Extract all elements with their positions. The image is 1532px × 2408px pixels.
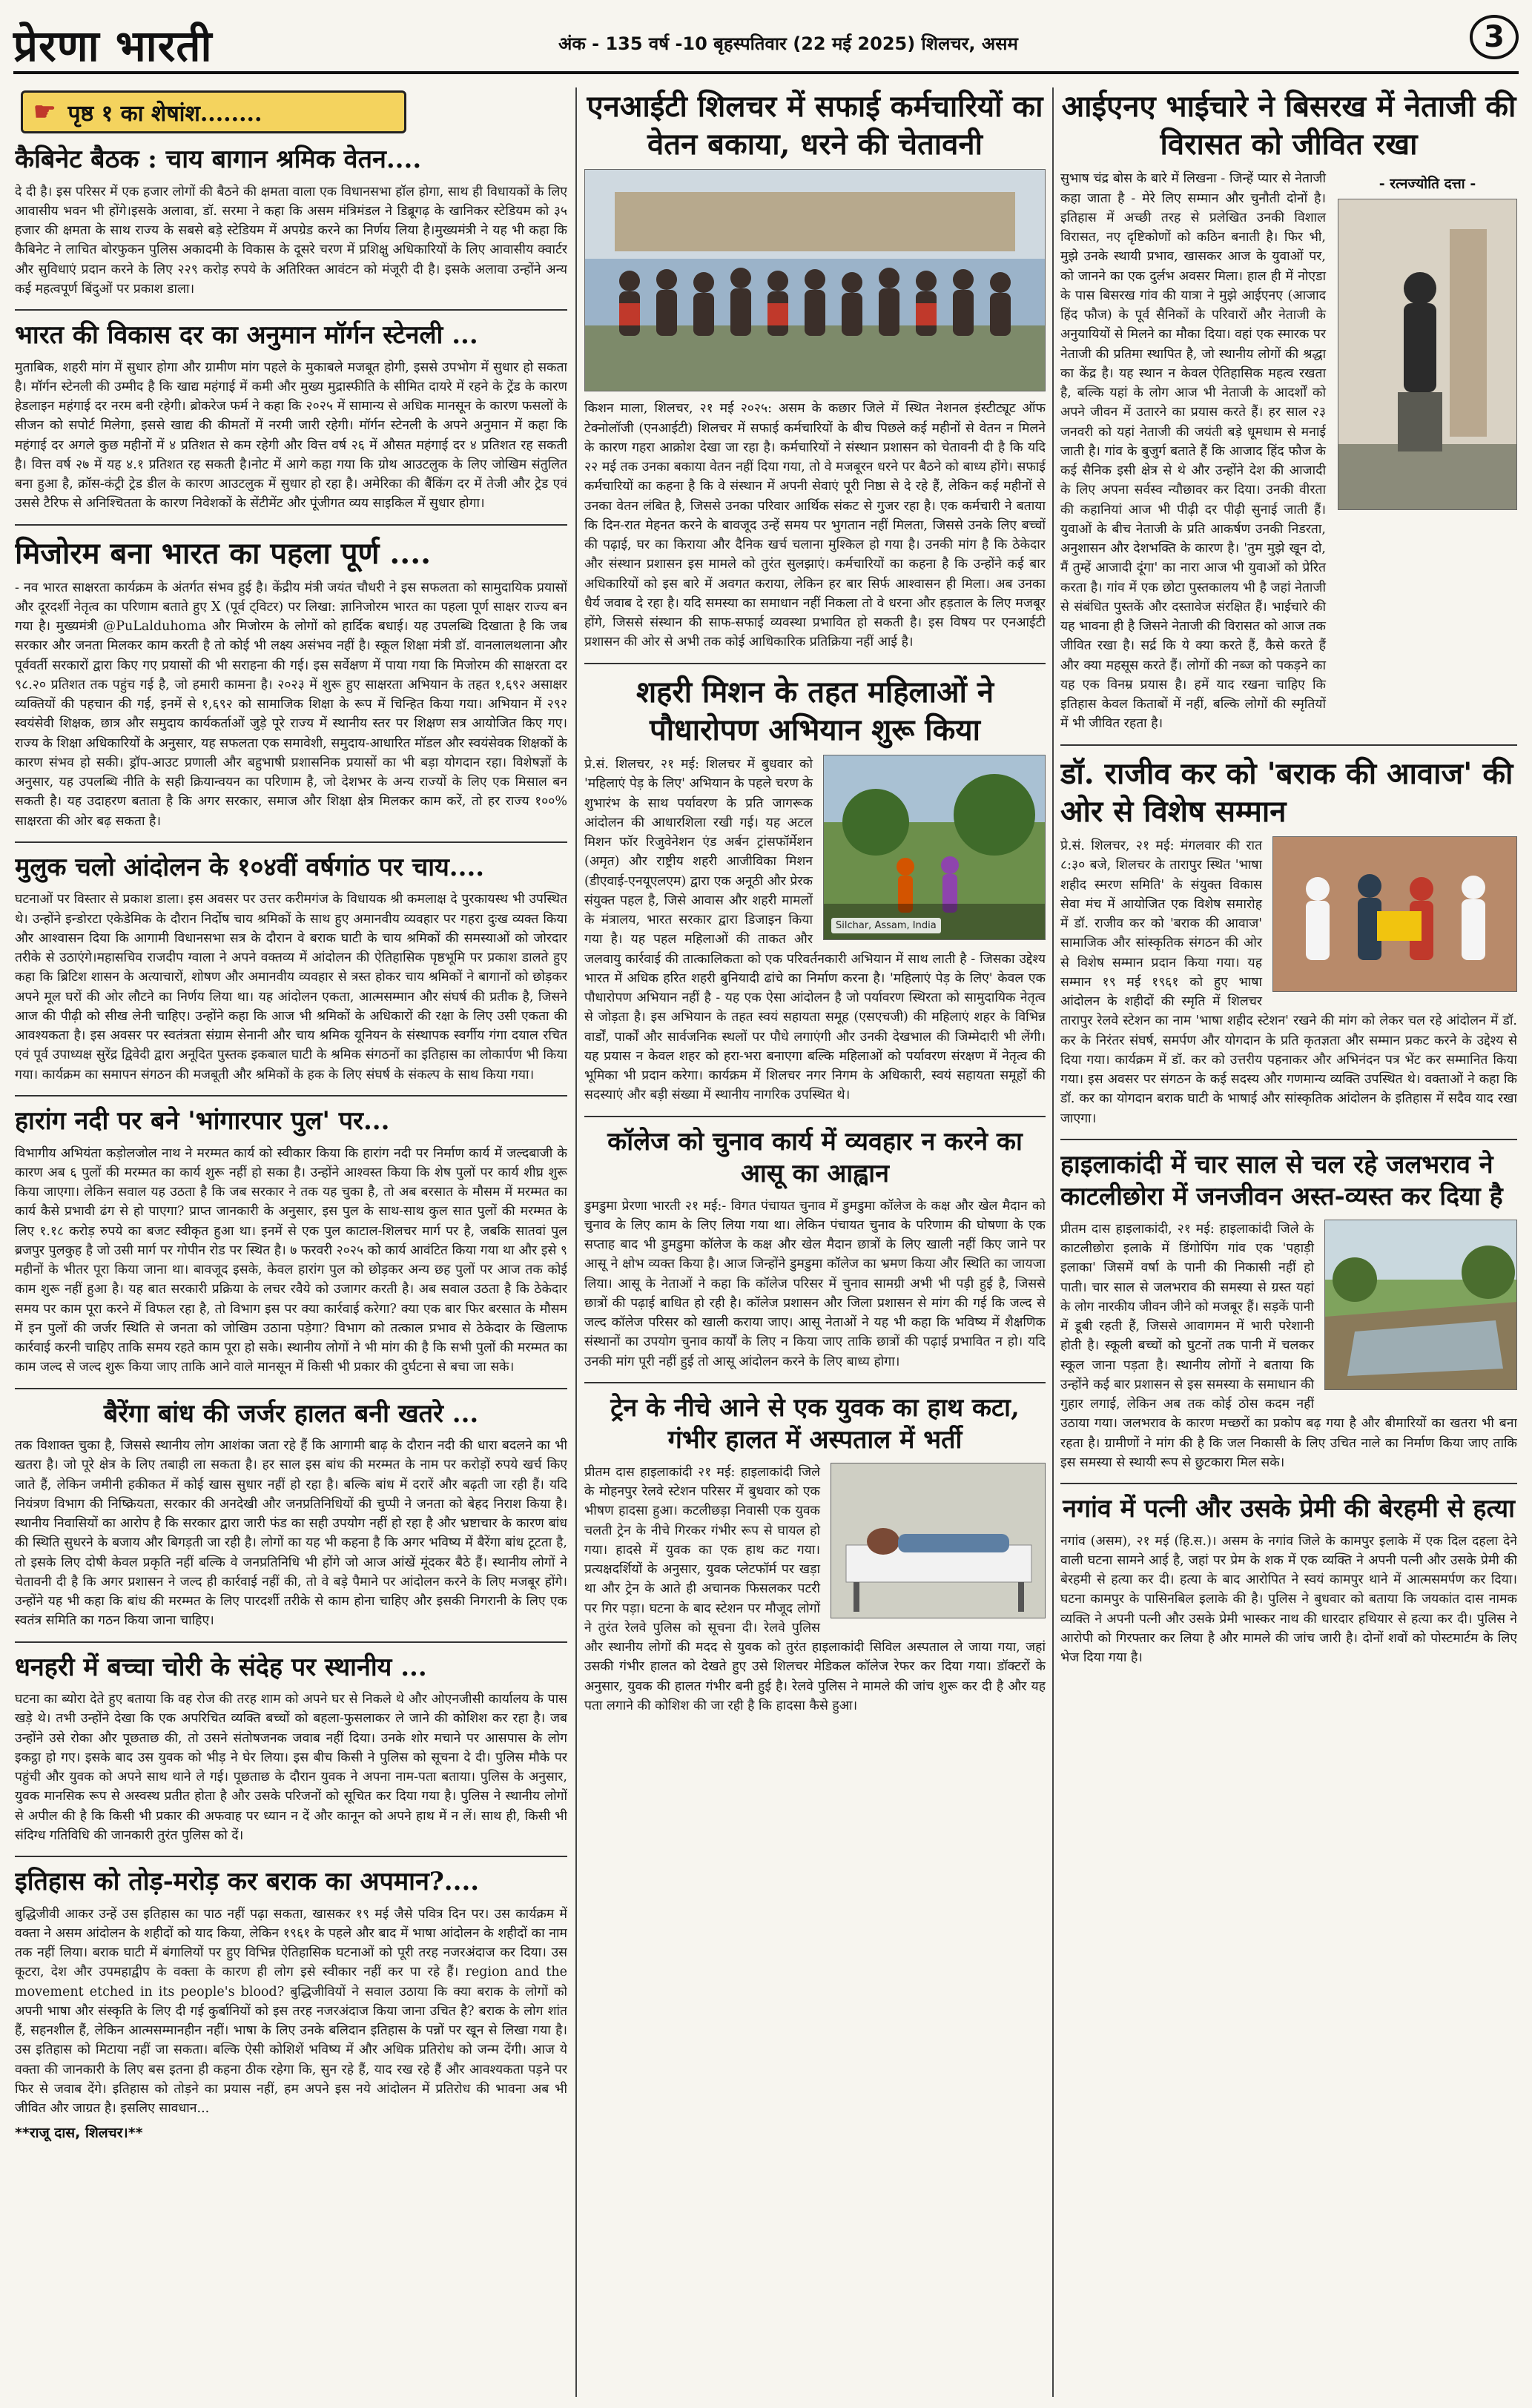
- article-body: दे दी है। इस परिसर में एक हजार लोगों की बैठने की क्षमता वाला एक विधानसभा हॉल होगा, साथ ही विधायकों के लिए आवासीय भवन भी होंगे।इसके अलावा, डॉ. सरमा ने कहा कि असम मंत्रिमंडल ने डिब्रूगढ़ के खानिकर स्टेडियम को ३५ हजार की क्षमता के साथ राज्य के सबसे बड़े स्टेडियम में अपग्रेड करने का निर्णय लिया है।मुख्यमंत्री ने यह भी कहा कि कैबिनेट ने लाचित बोरफुकन पुलिस अकादमी के विकास के दूसरे चरण में प्रशिक्षु अधिकारियों के लिए आवासीय क्वार्टर और सुविधाएं प्रदान करने के लिए २२९ करोड़ रुपये के अतिरिक्त आवंटन को मंजूरी दी है। इसके अलावा उन्होंने अन्य कई महत्वपूर्ण बिंदुओं पर प्रकाश डाला।: [15, 184, 567, 297]
- article-dhanhari: [15, 1652, 567, 1846]
- article-ina-netaji: [1060, 87, 1517, 734]
- article-morgan-stanley: [15, 320, 567, 514]
- headline: कॉलेज को चुनाव कार्य में व्यवहार न करने का आसू का आह्वान: [607, 1126, 1023, 1189]
- plantation-image: [824, 755, 1046, 940]
- headline: इतिहास को तोड़-मरोड़ कर बराक का अपमान?....: [15, 1867, 480, 1897]
- article-harang-bridge: [15, 1105, 567, 1377]
- divider: [15, 1095, 567, 1096]
- article-body: विभागीय अभियंता कड़ोलजोल नाथ ने मरम्मत कार्य को स्वीकार किया कि हारांग नदी पर निर्माण कार्य में जल्दबाजी के कारण अब ६ पुलों की मरम्मत का कार्य शुरू नहीं हो सका है। उन्होंने आश्वस्त किया कि शेष पुलों पर कार्य शीघ्र शुरू किया जाएगा। लेकिन सवाल यह उठता है कि जब सरकार ने तक यह चुका है, तो अब बरसात के मौसम में मरम्मत का कार्य कैसे प्रभावी ढंग से हो पाएगा? प्राप्त जानकारी के अनुसार, इस पुल के साथ-साथ कुल सात पुलों की मरम्मत के लिए १.१८ करोड़ रुपये का बजट स्वीकृत हुआ था। इनमें से एक पुल काटाल-शिलचर मार्ग पर है, जबकि सातवां पुल ब्रजपुर पुलकुह है जो उसी मार्ग पर गोपीन रोड पर स्थित है। ७ फरवरी २०२५ को कार्य आवंटित किया गया था और इसे ९ महीनों के भीतर पूरा किया जाना था। बावजूद इसके, केवल हारांग पुल को छोड़कर अन्य छह पुलों पर आज तक कोई काम शुरू नहीं हुआ है। यह बात सरकारी प्रक्रिया के लचर रवैये को उजागर करती है। अब सवाल उठता है कि ठेकेदार समय पर काम पूरा करने में विफल रहा है, तो विभाग इस पर क्या कार्रवाई करेगा? क्या एक बार फिर बरसात के मौसम में इन पुलों की जर्जर स्थिति से जनता को जोखिम उठाना पड़ेगा? विभाग को तत्काल प्रभाव से ठेकेदार के खिलाफ कार्रवाई करनी चाहिए ताकि समय रहते काम पूरा हो सके। स्थानीय लोगों ने भी मांग की है कि सभी पुलों की मरम्मत का काम जल्द से जल्द शुरू किया जाए ताकि आने वाले मानसून में किसी भी प्रकार की दुर्घटना से बचा जा सके।: [15, 1145, 567, 1375]
- headline: कैबिनेट बैठक : चाय बागान श्रमिक वेतन....: [15, 145, 422, 174]
- divider: [15, 1641, 567, 1643]
- headline: धनहरी में बच्चा चोरी के संदेह पर स्थानीय ...: [15, 1652, 427, 1682]
- pointing-hand-icon: ☛: [33, 97, 56, 127]
- divider: [15, 1388, 567, 1389]
- article-waterlogging: [1060, 1149, 1517, 1472]
- article-body: प्रे.सं. शिलचर, २१ मई: मंगलवार की रात ८:३० बजे, शिलचर के तारापुर स्थित 'भाषा शहीद स्मरण समिति' के संयुक्त विकास सेवा मंच में आयोजित एक विशेष समारोह में डॉ. राजीव कर को 'बराक की आवाज' सामाजिक और सांस्कृतिक संगठन की ओर से विशेष सम्मान प्रदान किया गया। यह सम्मान १९ मई १९६१ को हुए भाषा आंदोलन के शहीदों की स्मृति में शिलचर तारापुर रेलवे स्टेशन का नाम 'भाषा शहीद स्टेशन' रखने की मांग को लेकर चल रहे आंदोलन में डॉ. कर के निरंतर संघर्ष, समर्पण और योगदान के प्रति कृतज्ञता और सम्मान प्रकट करने के उद्देश्य से दिया गया। कार्यक्रम में डॉ. कर को उत्तरीय पहनाकर और अभिनंदन पत्र भेंट कर सम्मानित किया गया। इस अवसर पर संगठन के कई सदस्य और गणमान्य व्यक्ति उपस्थित थे। वक्ताओं ने कहा कि डॉ. कर का योगदान बराक घाटी के भाषाई और सांस्कृतिक आंदोलन के इतिहास में सदैव याद रखा जाएगा।: [1060, 838, 1517, 1126]
- hospital-photo: [831, 1463, 1046, 1618]
- divider: [15, 309, 567, 311]
- article-barenga-dam: [15, 1398, 567, 1631]
- byline: **राजू दास, शिलचर।**: [15, 2125, 143, 2142]
- headline: शहरी मिशन के तहत महिलाओं ने पौधारोपण अभियान शुरू किया: [635, 674, 994, 747]
- article-body: प्रीतम दास हाइलाकांदी २१ मई: हाइलाकांदी जिले के मोहनपुर रेलवे स्टेशन परिसर में बुधवार को एक भीषण हादसा हुआ। कटलीछड़ा निवासी एक युवक चलती ट्रेन के नीचे गिरकर गंभीर रूप से घायल हो गया। हादसे में युवक का एक हाथ कट गया। प्रत्यक्षदर्शियों के अनुसार, युवक प्लेटफॉर्म पर खड़ा था और ट्रेन के आते ही अचानक फिसलकर पटरी पर गिर पड़ा। घटना के बाद स्टेशन पर मौजूद लोगों ने तुरंत रेलवे पुलिस को सूचना दी। रेलवे पुलिस और स्थानीय लोगों की मदद से युवक को तुरंत हाइलाकांदी सिविल अस्पताल ले जाया गया, जहां उसकी गंभीर हालत को देखते हुए उसे शिलचर मेडिकल कॉलेज रेफर कर दिया गया। डॉक्टरों के अनुसार, युवक की हालत गंभीर बनी हुई है। रेलवे पुलिस ने मामले की जांच शुरू कर दी है और यह पता लगाने की कोशिश की जा रही है कि हादसा कैसे हुआ।: [584, 1464, 1046, 1713]
- article-body: घटना का ब्योरा देते हुए बताया कि वह रोज की तरह शाम को अपने घर से निकले थे और ओएनजीसी कार्यालय के पास खड़े थे। तभी उन्होंने देखा कि एक अपरिचित व्यक्ति बच्चों को बहला-फुसलाकर ले जाने की कोशिश कर रहा है। जब उन्होंने उसे रोका और पूछताछ की, तो उसने संतोषजनक जवाब नहीं दिया। उनके शोर मचाने पर आसपास के लोग इकट्ठा हो गए। इसके बाद उस युवक को भीड़ ने घेर लिया। इस बीच किसी ने पुलिस को सूचना दे दी। पुलिस मौके पर पहुंची और युवक को अपने साथ थाने ले गई। पूछताछ के दौरान युवक ने अपना नाम-पता बताया। पुलिस के अनुसार, युवक मानसिक रूप से अस्वस्थ प्रतीत होता है और उसके परिजनों को सूचित कर दिया गया है। पुलिस ने स्थानीय लोगों से अपील की है कि किसी भी प्रकार की अफवाह पर ध्यान न दें और कानून को अपने हाथ में न लें। साथ ही, किसी भी संदिग्ध गतिविधि की जानकारी तुरंत पुलिस को दें।: [15, 1692, 567, 1843]
- headline: ट्रेन के नीचे आने से एक युवक का हाथ कटा, गंभीर हालत में अस्पताल में भर्ती: [610, 1392, 1020, 1455]
- headline: हाइलाकांदी में चार साल से चल रहे जलभराव ने काटलीछोरा में जनजीवन अस्त-व्यस्त कर दिया है: [1060, 1149, 1503, 1212]
- issue-info: अंक - 135 वर्ष -10 बृहस्पतिवार (22 मई 2025) शिलचर, असम: [558, 33, 1018, 54]
- divider: [584, 1116, 1046, 1117]
- netaji-statue-photo: [1338, 199, 1517, 510]
- headline: भारत की विकास दर का अनुमान मॉर्गन स्टेनली ...: [15, 320, 478, 351]
- article-body: - नव भारत साक्षरता कार्यक्रम के अंतर्गत संभव हुई है। केंद्रीय मंत्री जयंत चौधरी ने इस सफलता को सामुदायिक प्रयासों और दूरदर्शी नेतृत्व का परिणाम बताते हुए X (पूर्व ट्विटर) पर लिखा: ज्ञानिजोरम भारत का पहला पूर्ण साक्षर राज्य बन गया है। मुख्यमंत्री @PuLalduhoma और मिजोरम के लोगों को हार्दिक बधाई। यह उपलब्धि दिखाता है कि जब सरकार और जनता मिलकर काम करती है तो कोई भी लक्ष्य असंभव नहीं है। स्कूल शिक्षा मंत्री डॉ. वानलालथलाना और पूर्ववर्ती सरकारों द्वारा किए गए प्रयासों की भी सराहना की गई। इस सर्वेक्षण में पाया गया कि मिजोरम की साक्षरता दर ९८.२० प्रतिशत तक पहुंच गई है, जो हमारी कामना है। २०२३ में शुरू हुए साक्षरता अभियान के तहत १,६९२ असाक्षर व्यक्तियों की पहचान की गई, इनमें से १,६९२ को सामाजिक शिक्षा के रूप में चिन्हित किया गया। अभियान में २९२ स्वयंसेवी शिक्षक, छात्र और समुदाय कार्यकर्ताओं जुड़े पूरे राज्य में स्थानीय स्तर पर शिक्षण सत्र आयोजित किए गए। राज्य के शिक्षा अधिकारियों के अनुसार, यह सफलता एक समावेशी, समुदाय-आधारित मॉडल और स्वयंसेवक शिक्षकों के कारण संभव हो सकी। ड्रॉप-आउट प्रणाली और बहुभाषी प्रशासनिक प्रयासों का भी बड़ा योगदान रहा। विशेषज्ञों के अनुसार, यह उपलब्धि नीति के सही क्रियान्वयन का परिणाम है, जो देशभर के अन्य राज्यों के लिए एक मिसाल बन सकती है। यह उदाहरण बताता है कि अगर सरकार, समाज और शिक्षा क्षेत्र मिलकर काम करें, तो हर राज्य १००% साक्षरता की ओर बढ़ सकता है।: [15, 580, 567, 829]
- byline: - रत्नज्योति दत्ता -: [1379, 176, 1476, 193]
- column-divider: [575, 87, 577, 2397]
- flooded-road-image: [1325, 1220, 1517, 1390]
- article-college-election: [584, 1126, 1046, 1372]
- article-rajeev-kar: [1060, 755, 1517, 1128]
- article-nagaon-murder: [1060, 1493, 1517, 1667]
- plantation-photo: [823, 755, 1046, 940]
- article-body: घटनाओं पर विस्तार से प्रकाश डाला। इस अवसर पर उत्तर करीमगंज के विधायक श्री कमलाक्ष दे पुरकायस्थ भी उपस्थित थे। उन्होंने इन्डोरटा एकेडेमिक के दौरान निर्दोष चाय श्रमिकों के साथ हुए अमानवीय व्यवहार पर गहरा दुःख व्यक्त किया और आश्वासन दिया कि आगामी विधानसभा सत्र के दौरान वे बराक घाटी के चाय श्रमिकों की समस्याओं को जोरदार तरीके से उठाएंगे।महासचिव राजदीप ग्वाला ने अपने वक्तव्य में आंदोलन की ऐतिहासिक पृष्ठभूमि पर प्रकाश डालते हुए कहा कि ब्रिटिश शासन के अत्याचारों, शोषण और अमानवीय व्यवहार से त्रस्त होकर चाय श्रमिकों ने बागानों को छोड़कर अपने मूल घरों की ओर लौटने का निर्णय लिया था। यह आंदोलन एकता, आत्मसम्मान और संघर्ष की प्रतीक है, जिसने आज की पीढ़ी को सीख लेनी चाहिए। उन्होंने कहा कि आज भी श्रमिकों के अधिकारों की रक्षा के लिए उसी एकता की आवश्यकता है। इस अवसर पर स्वतंत्रता संग्राम सेनानी और चाय श्रमिक यूनियन के संस्थापक स्वर्गीय गंगा दयाल रचित एवं पूर्व उपाध्यक्ष सुरेंद्र द्विवेदी द्वारा अनूदित पुस्तक इकबाल घाटी के श्रमिक संगठनों का इतिहास का लोकार्पण भी किया गया। कार्यक्रम का समापन संगठन की मजबूती और श्रमिकों के हक के लिए संघर्ष के संकल्प के साथ किया गया।: [15, 892, 567, 1082]
- continued-banner: [21, 90, 406, 133]
- divider: [584, 663, 1046, 664]
- column-divider: [1052, 87, 1054, 2397]
- headline: एनआईटी शिलचर में सफाई कर्मचारियों का वेतन बकाया, धरने की चेतावनी: [587, 89, 1043, 162]
- article-body: प्रीतम दास हाइलाकांदी, २१ मई: हाइलाकांदी जिले के काटलीछोरा इलाके में डिंगोपिंग गांव एक 'पहाड़ी इलाका' जिसमें वर्षा के पानी की निकासी नहीं हो पाती। चार साल से जलभराव की समस्या से ग्रस्त यहां के लोग नारकीय जीवन जीने को मजबूर हैं। सड़कें पानी में डूबी रहती हैं, जिससे आवागमन में भारी परेशानी होती है। स्कूली बच्चों को घुटनों तक पानी में चलकर स्कूल जाना पड़ता है। स्थानीय लोगों ने बताया कि उन्होंने कई बार प्रशासन से इस समस्या के समाधान की गुहार लगाई, लेकिन अब तक कोई ठोस कदम नहीं उठाया गया। जलभराव के कारण मच्छरों का प्रकोप बढ़ गया है और बीमारियों का खतरा भी बना रहता है। ग्रामीणों ने मांग की है कि जल निकासी के लिए उचित नाले का निर्माण किया जाए ताकि इस समस्या से स्थायी रूप से छुटकारा मिल सके।: [1060, 1221, 1517, 1470]
- banner-label: पृष्ठ १ का शेषांश........: [67, 100, 263, 127]
- masthead-rule: [13, 71, 1519, 74]
- article-itihas: [15, 1866, 567, 2142]
- divider: [584, 1382, 1046, 1383]
- divider: [15, 841, 567, 843]
- newspaper-name: प्रेरणा भारती: [13, 21, 213, 71]
- protest-crowd-image: [585, 170, 1046, 391]
- divider: [1060, 744, 1517, 746]
- article-body: प्रे.सं. शिलचर, २१ मई: शिलचर में बुधवार को 'महिलाएं पेड़ के लिए' अभियान के पहले चरण के शुभारंभ के साथ पर्यावरण के प्रति जागरूक आंदोलन की आधारशिला रखी गई। यह अटल मिशन फॉर रिजुवेनेशन एंड अर्बन ट्रांसफॉर्मेशन (अमृत) और राष्ट्रीय शहरी आजीविका मिशन (डीएवाई-एनयूएलएम) द्वारा एक अनूठी और प्रेरक संयुक्त पहल है, जिसे आवास और शहरी मामलों के मंत्रालय, भारत सरकार द्वारा डिजाइन किया गया है। यह पहल महिलाओं की ताकत और जलवायु कार्रवाई की तात्कालिकता को एक परिवर्तनकारी अभियान में साथ लाती है - जिसका उद्देश्य भारत में अधिक हरित शहरी बुनियादी ढांचे का निर्माण करना है। 'महिलाएं पेड़ के लिए' केवल एक पौधारोपण अभियान नहीं है - यह एक ऐसा आंदोलन है जो पर्यावरण स्थिरता को सामुदायिक नेतृत्व से जोड़ता है। इस अभियान के तहत स्वयं सहायता समूह (एसएचजी) की महिलाएं शहर के विभिन्न वार्डों, पार्कों और सार्वजनिक स्थलों पर पौधे लगाएंगी और उनकी देखभाल की जिम्मेदारी भी लेंगी। यह प्रयास न केवल शहर को हरा-भरा बनाएगा बल्कि महिलाओं को पर्यावरण संरक्षण में नेतृत्व की भूमिका भी प्रदान करेगा। कार्यक्रम में शिलचर नगर निगम के अधिकारी, स्वयं सहायता समूहों की सदस्याएं और बड़ी संख्या में स्थानीय नागरिक उपस्थित थे।: [584, 757, 1046, 1103]
- masthead: [13, 10, 1519, 82]
- headline: बैरेंगा बांध की जर्जर हालत बनी खतरे ...: [103, 1398, 479, 1429]
- left-column: [15, 87, 567, 2397]
- article-mizoram: [15, 535, 567, 831]
- divider: [1060, 1139, 1517, 1140]
- photo-caption: Silchar, Assam, India: [831, 918, 941, 933]
- headline: मुलुक चलो आंदोलन के १०४वीं वर्षगांठ पर चाय....: [15, 852, 485, 882]
- award-photo: [1272, 836, 1517, 992]
- hospital-bed-image: [831, 1463, 1046, 1618]
- headline: हारांग नदी पर बने 'भांगारपार पुल' पर...: [15, 1105, 390, 1136]
- headline: नगांव में पत्नी और उसके प्रेमी की बेरहमी से हत्या: [1063, 1494, 1515, 1524]
- article-body: सुभाष चंद्र बोस के बारे में लिखना - जिन्हें प्यार से नेताजी कहा जाता है - मेरे लिए सम्मान और चुनौती दोनों है। इतिहास में अच्छी तरह से प्रलेखित उनकी विशाल विरासत, नए दृष्टिकोणों को कठिन बनाती है। फिर भी, मुझे उनके स्थायी प्रभाव, खासकर आज के युवाओं पर, को जानने का एक दुर्लभ अवसर मिला। हाल ही में नोएडा के पास बिसरख गांव की यात्रा ने मुझे आईएनए (आजाद हिंद फौज) के पूर्व सैनिकों के परिवारों और नेताजी के अनुयायियों से मिलने का मौका दिया। वहां एक स्मारक पर नेताजी की प्रतिमा स्थापित है, जो स्थानीय लोगों की श्रद्धा का केंद्र है। यह स्थान न केवल ऐतिहासिक महत्व रखता है, बल्कि यहां के लोग आज भी नेताजी के आदर्शों को अपने जीवन में उतारने का प्रयास करते हैं। हर साल २३ जनवरी को यहां नेताजी की जयंती बड़े धूमधाम से मनाई जाती है। गांव के बुजुर्ग बताते हैं कि आजाद हिंद फौज के कई सैनिक इसी क्षेत्र से थे और उन्होंने देश की आजादी के लिए अपना सर्वस्व न्यौछावर कर दिया। उनकी वीरता की कहानियां आज भी पीढ़ी दर पीढ़ी सुनाई जाती हैं। युवाओं के बीच नेताजी के प्रति आकर्षण उनकी निडरता, अनुशासन और देशभक्ति के कारण है। 'तुम मुझे खून दो, मैं तुम्हें आजादी दूंगा' का नारा आज भी युवाओं को प्रेरित करता है। गांव में एक छोटा पुस्तकालय भी है जहां नेताजी से संबंधित पुस्तकें और दस्तावेज संरक्षित हैं। भाईचारे की यह भावना ही है जिसने नेताजी की विरासत को आज तक जीवित रखा है। सर्द्र कि ये क्या करते हैं, कैसे करते हैं और क्या महसूस करते हैं। लोगों की नब्ज को पकड़ने का यह एक विनम्र प्रयास है। हमें याद रखना चाहिए कि इतिहास केवल किताबों में नहीं, बल्कि लोगों की स्मृतियों में भी जीवित रहता है।: [1060, 171, 1326, 732]
- middle-column: [584, 87, 1046, 2397]
- right-column: [1060, 87, 1517, 2397]
- divider: [1060, 1483, 1517, 1484]
- article-body: नगांव (असम), २१ मई (हि.स.)। असम के नगांव जिले के कामपुर इलाके में एक दिल दहला देने वाली घटना सामने आई है, जहां पर प्रेम के शक में एक व्यक्ति ने अपनी पत्नी और उसके प्रेमी की बेरहमी से हत्या कर दी। हत्या के बाद आरोपित ने स्वयं कामपुर थाने में आत्मसमर्पण कर दिया। घटना कामपुर के पासिनबिल इलाके की है। पुलिस ने बुधवार को बताया कि जयकांत दास नामक व्यक्ति ने अपनी पत्नी और उसके प्रेमी भास्कर नाथ की धारदार हथियार से हत्या कर दी। पुलिस ने आरोपी को गिरफ्तार कर लिया है और मामले की जांच जारी है। दोनों शवों को पोस्टमार्टम के लिए भेज दिया गया है।: [1060, 1533, 1517, 1666]
- article-body: तक विशाक्त चुका है, जिससे स्थानीय लोग आशंका जता रहे हैं कि आगामी बाढ़ के दौरान नदी की धारा बदलने का भी खतरा है। जो पूरे क्षेत्र के लिए तबाही ला सकता है। हर साल इस बांध की मरम्मत के नाम पर करोड़ों रुपये खर्च किए जाते हैं, लेकिन जमीनी हकीकत में कोई खास सुधार नहीं हो रहा है। बल्कि बांध में दरारें और बढ़ती जा रही हैं। यदि नियंत्रण विभाग की निष्क्रियता, सरकार की अनदेखी और जनप्रतिनिधियों की चुप्पी ने जनता को बेहद निराश किया है। स्थानीय निवासियों का आरोप है कि सरकार द्वारा जारी फंड का सही उपयोग नहीं हो रहा है और भ्रष्टाचार के कारण बांध की स्थिति सुधरने के बजाय और बिगड़ती जा रही है। लोगों का यह भी कहना है कि अगर भविष्य में बैरेंगा बांध टूटता है, तो इसके लिए दोषी केवल प्रकृति नहीं बल्कि वे जनप्रतिनिधि भी होंगे जो आज आंखें मूंदकर बैठे हैं। स्थानीय लोगों ने चेतावनी दी है कि अगर प्रशासन ने जल्द ही कार्रवाई नहीं की, तो वे बड़े पैमाने पर आंदोलन करने के लिए मजबूर होंगे। उन्होंने यह भी कहा कि बांध की मरम्मत के लिए पारदर्शी तरीके से काम होना चाहिए और इसकी निगरानी के लिए एक स्वतंत्र समिति का गठन किया जाना चाहिए।: [15, 1438, 567, 1629]
- article-plantation: [584, 673, 1046, 1105]
- headline: मिजोरम बना भारत का पहला पूर्ण ....: [15, 535, 432, 571]
- nit-protest-photo: [584, 169, 1046, 391]
- waterlogging-photo: [1324, 1220, 1517, 1390]
- article-body: बुद्धिजीवी आकर उन्हें उस इतिहास का पाठ नहीं पढ़ा सकता, खासकर १९ मई जैसे पवित्र दिन पर। उस कार्यक्रम में वक्ता ने असम आंदोलन के शहीदों को याद किया, लेकिन १९६१ के पहले और बाद में भाषा आंदोलन के शहीदों का नाम तक नहीं लिया। बराक घाटी में बंगालियों पर हुए विभिन्न ऐतिहासिक घटनाओं को पूरी तरह नजरअंदाज कर दिया। उस कूटरा, देश और उपमहाद्वीप के वक्ता के कारण ही लोग इसे स्वीकार नहीं कर पा रहे हैं। region and the movement etched in its people's blood? बुद्धिजीवियों ने सवाल उठाया कि क्या बराक के लोगों को अपनी भाषा और संस्कृति के लिए दी गई कुर्बानियों को इस तरह नजरअंदाज किया जाना उचित है? बराक के लोग शांत हैं, सहनशील हैं, लेकिन आत्मसम्मानहीन नहीं। भाषा के लिए उनके बलिदान इतिहास के पन्नों पर खून से लिखा गया है। उस इतिहास को मिटाया नहीं जा सकता। बल्कि ऐसी कोशिशें भविष्य में और अधिक प्रतिरोध को जन्म देंगी। आज ये वक्ता की जानकारी के लिए बस इतना ही कहना ठीक रहेगा कि, सुन रहे हैं, याद रख रहे हैं और आवश्यकता पड़ने पर फिर से जवाब देंगे। इतिहास को तोड़ने का प्रयास नहीं, हम अपने इस नये आंदोलन में प्रतिरोध की भावना अब भी जीवित और जाग्रत है। इसलिए सावधान...: [15, 1906, 567, 2117]
- statue-image: [1338, 199, 1516, 510]
- article-nit-silchar: [584, 87, 1046, 652]
- article-cabinet: [15, 144, 567, 299]
- article-body: मुताबिक, शहरी मांग में सुधार होगा और ग्रामीण मांग पहले के मुकाबले मजबूत होगी, इससे उपभोग में सुधार हो सकता है। मॉर्गन स्टेनली की उम्मीद है कि खाद्य महंगाई में कमी और मुख्य मुद्रास्फीति के सीमित दायरे में रहने के ट्रेंड के कारण हेडलाइन महंगाई दर नरम बनी रहेगी। ब्रोकरेज फर्म ने कहा कि २०२५ में सामान्य से अधिक मानसून के कारण फसलों के सीजन को सपोर्ट मिलेगा, इससे खाद्य की कीमतों में नरमी जारी रहेगी। मॉर्गन स्टेनली के अपने अनुमान में कहा कि महंगाई दर अगले कुछ महीनों में ४ प्रतिशत से कम रहेगी और वित्त वर्ष २६ में औसत महंगाई दर ४ प्रतिशत रह सकती है। वित्त वर्ष २७ में यह ४.१ प्रतिशत रह सकती है।नोट में आगे कहा गया कि ग्रोथ आउटलुक के लिए जोखिम संतुलित बना हुआ है, क्रॉस-कंट्री ट्रेड डील के कारण आउटलुक में सुधार हो रहा है। अमेरिका की बैंकिंग दर में तेजी और ट्रेड एवं उससे टैरिफ से अनिश्चितता के कारण निवेशकों के सेंटीमेंट और पूंजीगत व्यय साइकिल में सुधार होगा।: [15, 360, 567, 512]
- award-ceremony-image: [1273, 837, 1517, 992]
- article-train-accident: [584, 1392, 1046, 1716]
- divider: [15, 524, 567, 526]
- page-number: 3: [1470, 15, 1519, 59]
- article-body: किशन माला, शिलचर, २१ मई २०२५: असम के कछार जिले में स्थित नेशनल इंस्टीट्यूट ऑफ टेक्नोलॉजी (एनआईटी) शिलचर में सफाई कर्मचारियों के बीच पिछले कई महीनों से वेतन न मिलने के कारण गहरा आक्रोश देखा जा रहा है। कर्मचारियों ने संस्थान प्रशासन को चेतावनी दी है कि यदि २२ मई तक उनका बकाया वेतन नहीं दिया गया, तो वे मजबूरन धरने पर बैठने को बाध्य होंगे। सफाई कर्मचारियों का कहना है कि वे संस्थान में अपनी सेवाएं पूरी निष्ठा से दे रहे हैं, लेकिन कई महीनों से उनका वेतन लंबित है, जिससे उनका परिवार आर्थिक संकट से गुजर रहा है। एक कर्मचारी ने बताया कि दिन-रात मेहनत करने के बावजूद उन्हें समय पर भुगतान नहीं मिलता, जिससे उनके लिए बच्चों की पढ़ाई, घर का किराया और दैनिक खर्च चलाना मुश्किल हो गया है। उनकी मांग है कि ठेकेदार और संस्थान प्रशासन इस मामले को तुरंत सुलझाएं। कर्मचारियों का कहना है कि उन्होंने कई बार अधिकारियों को इस बारे में अवगत कराया, लेकिन हर बार सिर्फ आश्वासन ही मिला। अब उनका धैर्य जवाब दे रहा है। यदि समस्या का समाधान नहीं निकला तो वे धरना और हड़ताल के लिए मजबूर होंगे, जिससे संस्थान की साफ-सफाई व्यवस्था प्रभावित हो सकती है। इस विषय पर एनआईटी प्रशासन की ओर से अभी तक कोई आधिकारिक प्रतिक्रिया नहीं आई है।: [584, 401, 1046, 650]
- headline: डॉ. राजीव कर को 'बराक की आवाज' की ओर से विशेष सम्मान: [1060, 755, 1513, 829]
- article-muluk-chalo: [15, 852, 567, 1085]
- headline: आईएनए भाईचारे ने बिसरख में नेताजी की विरासत को जीवित रखा: [1061, 89, 1516, 162]
- divider: [15, 1856, 567, 1857]
- article-body: डुमडुमा प्रेरणा भारती २१ मई:- विगत पंचायत चुनाव में डुमडुमा कॉलेज के कक्ष और खेल मैदान को चुनाव के लिए काम के लिए लिया गया था। लेकिन पंचायत चुनाव के परिणाम की घोषणा के एक सप्ताह बाद भी डुमडुमा कॉलेज के कक्ष और खेल मैदान छात्रों के लिए खाली नहीं किए जाने पर आसू ने क्षोभ व्यक्त किया है। आज जिन्होंने डुमडुमा कॉलेज का भ्रमण किया और स्थिति का जायजा लिया। आसू के नेताओं ने कहा कि कॉलेज परिसर में चुनाव सामग्री अभी भी पड़ी हुई है, जिससे छात्रों की पढ़ाई बाधित हो रही है। कॉलेज प्रशासन और जिला प्रशासन से मांग की गई कि जल्द से जल्द कॉलेज परिसर को खाली कराया जाए। आसू नेताओं ने यह भी कहा कि भविष्य में शैक्षणिक संस्थानों का उपयोग चुनाव कार्यों के लिए न किया जाए ताकि छात्रों की पढ़ाई प्रभावित न हो। यदि उनकी मांग पूरी नहीं हुई तो आसू आंदोलन करने के लिए बाध्य होगा।: [584, 1198, 1046, 1369]
